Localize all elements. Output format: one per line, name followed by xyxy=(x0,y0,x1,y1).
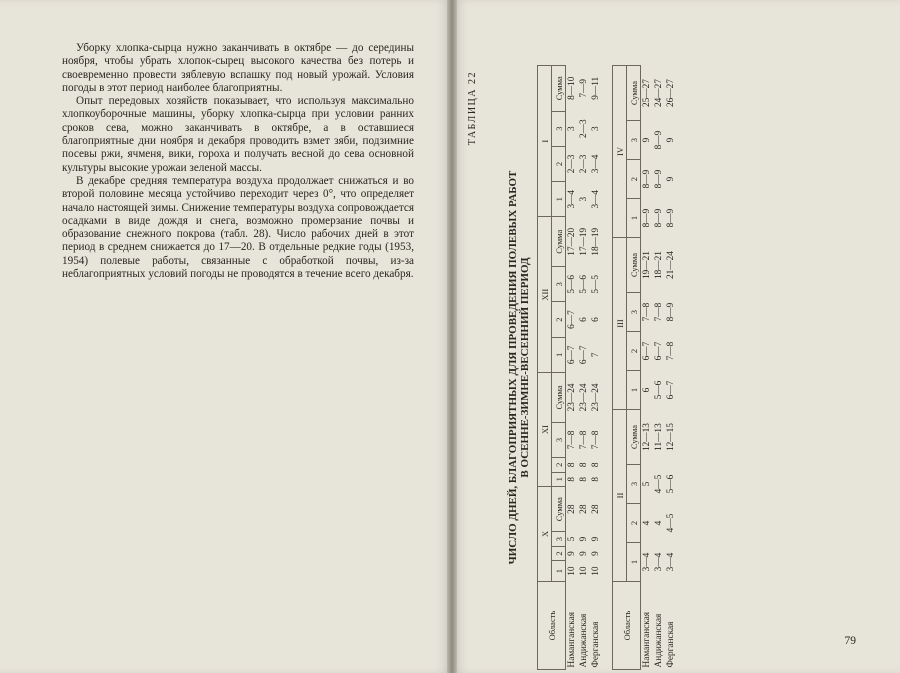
table-row xyxy=(653,66,665,670)
value-cell: 10 xyxy=(567,566,577,576)
page-number: 79 xyxy=(844,635,856,647)
sum-header: Сумма xyxy=(552,217,566,267)
value-cell: 7 xyxy=(591,352,601,358)
decade-header: 2 xyxy=(627,332,641,371)
sum-header: Сумма xyxy=(627,66,641,121)
paragraph: Уборку хлопка-сырца нужно заканчивать в октябре — до середины ноября, чтобы убрать хлопок-сырец высокого качества без потерь и своевременно провести зяблевую вспашку под новый урожай. Условия погоды в этот период наиболее благоприятны. xyxy=(62,42,414,94)
decade-header: 3 xyxy=(627,465,641,504)
value-cell: 3—4 xyxy=(642,552,652,572)
month-header: X xyxy=(538,486,552,581)
value-cell: 2—3 xyxy=(579,154,589,174)
month-header: II xyxy=(613,410,627,582)
month-header: XII xyxy=(538,217,552,373)
value-cell: 12—15 xyxy=(666,423,676,451)
value-cell: 10 xyxy=(591,566,601,576)
value-cell: 5—6 xyxy=(567,275,577,294)
region-cell: Андижанская xyxy=(579,613,589,668)
value-cell: 21—24 xyxy=(666,251,676,279)
decade-header: 1 xyxy=(552,337,566,372)
decade-header: 3 xyxy=(552,532,566,546)
value-cell: 9 xyxy=(567,551,577,556)
value-cell: 3 xyxy=(579,196,589,202)
value-cell: 28 xyxy=(591,504,601,514)
value-cell: 5—6 xyxy=(654,380,664,400)
value-cell: 9 xyxy=(666,176,676,182)
decade-header: 1 xyxy=(552,472,566,486)
value-cell: 5—5 xyxy=(591,275,601,294)
value-cell: 6—7 xyxy=(579,345,589,365)
value-cell: 6—7 xyxy=(666,380,676,400)
sum-header: Сумма xyxy=(552,373,566,423)
value-cell: 3 xyxy=(567,126,577,131)
value-cell: 3 xyxy=(591,126,601,131)
value-cell: 7—8 xyxy=(567,430,577,450)
decade-header: 2 xyxy=(552,546,566,560)
table-number: ТАБЛИЦА 22 xyxy=(467,71,478,146)
value-cell: 8—9 xyxy=(666,302,676,322)
value-cell: 9 xyxy=(579,551,589,556)
value-cell: 9 xyxy=(591,551,601,556)
value-cell: 3—4 xyxy=(591,189,601,209)
book-gutter xyxy=(447,0,457,673)
value-cell: 26—27 xyxy=(666,79,676,107)
value-cell: 12—13 xyxy=(642,423,652,451)
value-cell: 18—21 xyxy=(654,251,664,279)
value-cell: 3—4 xyxy=(567,189,577,209)
value-cell: 3—4 xyxy=(654,552,664,572)
decade-header: 3 xyxy=(552,422,566,457)
value-cell: 5 xyxy=(642,481,652,487)
value-cell: 7—8 xyxy=(579,430,589,450)
value-cell: 8—10 xyxy=(567,76,577,100)
decade-header: 3 xyxy=(552,111,566,146)
value-cell: 6—7 xyxy=(642,341,652,361)
value-cell: 25—27 xyxy=(642,79,652,107)
month-header: XI xyxy=(538,373,552,487)
value-cell: 10 xyxy=(579,566,589,576)
table-title: ЧИСЛО ДНЕЙ, БЛАГОПРИЯТНЫХ ДЛЯ ПРОВЕДЕНИЯ ПОЛЕВЫХ РАБОТ xyxy=(507,170,519,565)
value-cell: 8—9 xyxy=(654,130,664,150)
value-cell: 4—5 xyxy=(666,513,676,533)
table-row xyxy=(578,66,590,670)
value-cell: 19—21 xyxy=(642,251,652,279)
value-cell: 7—9 xyxy=(579,78,589,98)
value-cell: 7—8 xyxy=(642,302,652,322)
value-cell: 4 xyxy=(654,520,664,526)
decade-header: 3 xyxy=(627,121,641,160)
value-cell: 11—13 xyxy=(654,423,664,451)
decade-header: 1 xyxy=(627,199,641,238)
value-cell: 9—11 xyxy=(591,76,601,100)
decade-header: 1 xyxy=(552,182,566,217)
table-subtitle: В ОСЕННЕ-ЗИМНЕ-ВЕСЕННИЙ ПЕРИОД xyxy=(519,257,531,478)
region-cell: Наманганская xyxy=(642,611,652,668)
value-cell: 9 xyxy=(591,536,601,542)
decade-header: 2 xyxy=(552,302,566,337)
value-cell: 4 xyxy=(642,520,652,526)
sum-header: Сумма xyxy=(552,486,566,531)
decade-header: 1 xyxy=(627,371,641,410)
value-cell: 17—19 xyxy=(579,227,589,256)
value-cell: 6—7 xyxy=(567,345,577,365)
month-header: III xyxy=(613,238,627,410)
paragraph: Опыт передовых хозяйств показывает, что используя максимально хлопкоуборочные машины, уборку хлопка-сырца при условии ранних сроков сева, можно заканчивать в октябре, а в оставшиеся благоприятные дни ноября и декабря проводить взмет зяби, подзимние посевы ржи, ячменя, вики, гороха и получать весной до сева основной культуры высокие урожаи зеленой массы. xyxy=(62,95,414,174)
region-cell: Ферганская xyxy=(666,621,676,668)
value-cell: 5—6 xyxy=(579,275,589,294)
value-cell: 28 xyxy=(579,504,589,514)
value-cell: 8 xyxy=(591,462,601,468)
decade-header: 2 xyxy=(552,146,566,181)
value-cell: 24—27 xyxy=(654,79,664,107)
value-cell: 8—9 xyxy=(642,169,652,189)
value-cell: 23—24 xyxy=(591,383,601,412)
left-page-text xyxy=(62,42,414,281)
value-cell: 4—5 xyxy=(654,474,664,494)
decade-header: 3 xyxy=(552,267,566,302)
value-cell: 8 xyxy=(567,476,577,482)
value-cell: 8—9 xyxy=(654,208,664,228)
value-cell: 28 xyxy=(567,504,577,514)
value-cell: 9 xyxy=(666,137,676,143)
month-header: I xyxy=(538,66,552,217)
value-cell: 2—3 xyxy=(567,154,577,174)
table-row xyxy=(665,66,677,670)
region-cell: Андижанская xyxy=(654,613,664,668)
value-cell: 7—8 xyxy=(666,341,676,361)
value-cell: 7—8 xyxy=(654,302,664,322)
value-cell: 6—7 xyxy=(567,310,577,329)
sum-header: Сумма xyxy=(627,410,641,465)
decade-header: 2 xyxy=(627,504,641,543)
decade-header: 2 xyxy=(627,160,641,199)
col-region-header: Область xyxy=(538,582,566,670)
month-header: IV xyxy=(613,66,627,238)
value-cell: 23—24 xyxy=(579,383,589,412)
sum-header: Сумма xyxy=(627,238,641,293)
decade-header: 1 xyxy=(627,543,641,582)
paragraph: В декабре средняя температура воздуха продолжает снижаться и во второй половине месяца устойчиво переходит через 0°, что определяет начало настоящей зимы. Снижение температуры воздуха сопровождается осадками в виде дождя и снега, возможно промерзание почвы и образование снежного покрова (табл. 28). Число рабочих дней в этот период в среднем снижается до 17—20. В отдельные редкие годы (1953, 1954) полевые работы, связанные с обработкой почвы, из-за неблагоприятных условий погоды не проводятся в течение всего декабря. xyxy=(62,174,414,281)
col-region-header: Область xyxy=(613,582,641,670)
value-cell: 6 xyxy=(591,317,601,322)
value-cell: 17—20 xyxy=(567,227,577,256)
value-cell: 5 xyxy=(567,536,577,542)
region-cell: Ферганская xyxy=(591,621,601,668)
value-cell: 6—7 xyxy=(654,341,664,361)
value-cell: 6 xyxy=(642,387,652,393)
value-cell: 8 xyxy=(591,476,601,482)
table-row xyxy=(641,66,654,670)
value-cell: 8—9 xyxy=(654,169,664,189)
sum-header: Сумма xyxy=(552,66,566,112)
value-cell: 2—3 xyxy=(579,119,589,138)
value-cell: 9 xyxy=(579,536,589,542)
table-oct-jan xyxy=(537,65,602,670)
value-cell: 3—4 xyxy=(666,552,676,572)
region-cell: Наманганская xyxy=(567,611,577,668)
value-cell: 23—24 xyxy=(567,383,577,412)
value-cell: 5—6 xyxy=(666,474,676,494)
value-cell: 8 xyxy=(579,476,589,482)
value-cell: 8—9 xyxy=(666,208,676,228)
value-cell: 6 xyxy=(579,317,589,322)
rotated-table-block xyxy=(467,65,865,670)
value-cell: 3—4 xyxy=(591,154,601,174)
value-cell: 8 xyxy=(579,462,589,468)
decade-header: 2 xyxy=(552,458,566,472)
value-cell: 9 xyxy=(642,137,652,143)
table-feb-apr xyxy=(612,65,677,670)
table-row xyxy=(566,66,579,670)
decade-header: 1 xyxy=(552,561,566,582)
value-cell: 7—8 xyxy=(591,430,601,450)
value-cell: 18—19 xyxy=(591,227,601,256)
table-row xyxy=(590,66,602,670)
decade-header: 3 xyxy=(627,293,641,332)
value-cell: 8—9 xyxy=(642,208,652,228)
value-cell: 8 xyxy=(567,462,577,468)
